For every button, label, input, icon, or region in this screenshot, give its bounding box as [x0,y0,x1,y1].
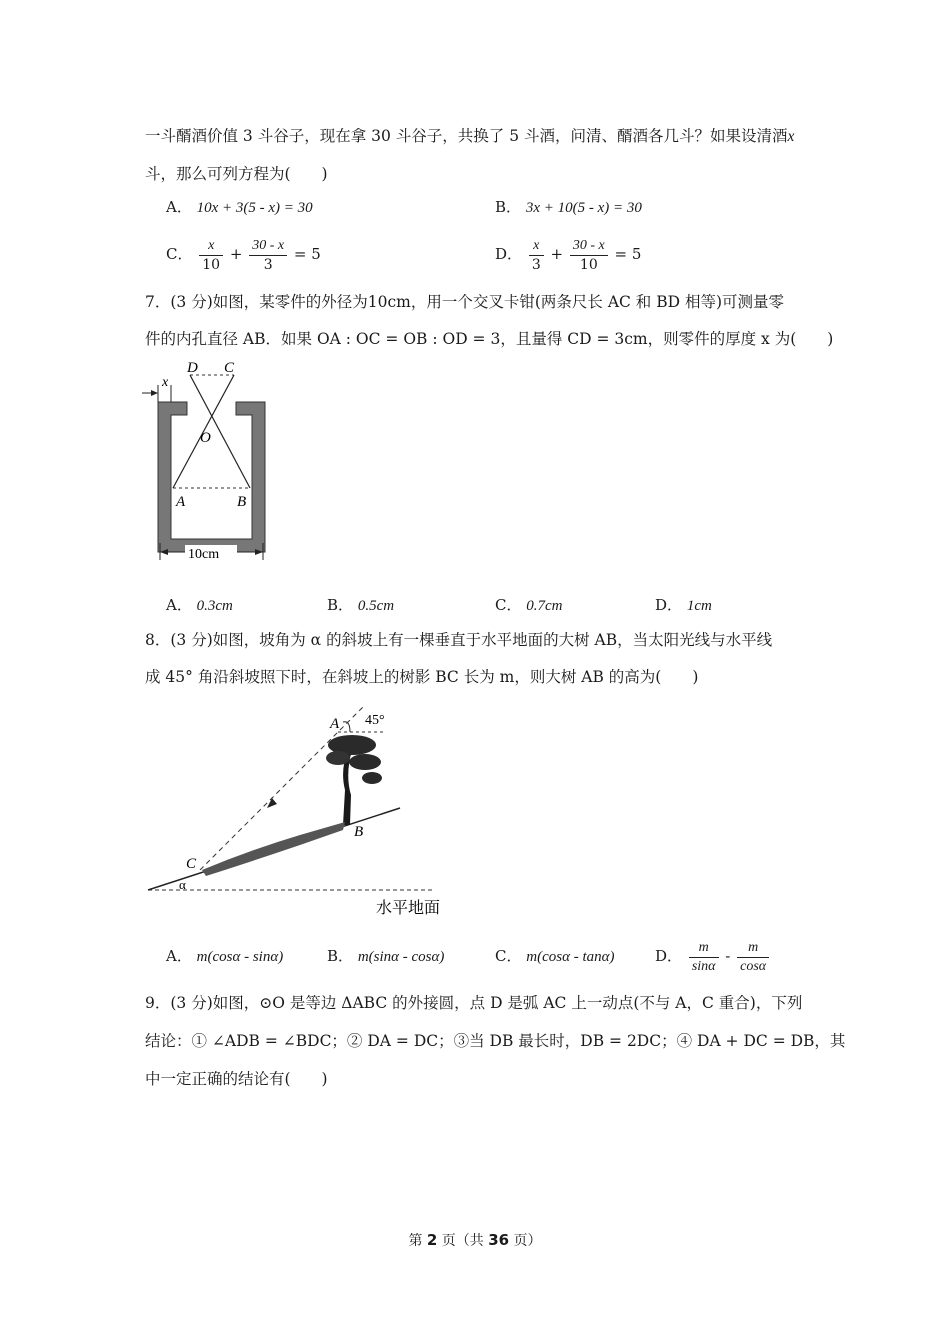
label-b: B [237,494,247,510]
q8-stem-line1: 8．(3 分)如图，坡角为 α 的斜坡上有一棵垂直于水平地面的大树 AB，当太阳光线与水平线 [145,631,773,649]
label-b: B [354,824,364,840]
q9-stem-line1: 9．(3 分)如图，⊙O 是等边 ΔABC 的外接圆，点 D 是弧 AC 上一动点(不与 A，C 重合)，下列 [145,994,803,1012]
q8-tree-slope-figure [140,700,460,920]
option-label: B． [495,198,522,216]
q6-option-d: D． $\frac{x}{3}$ + $\frac{30 - x}{10}$ = 5 [495,237,642,273]
page-number: 2 [426,1231,438,1249]
q7-option-b: B． 0.5cm [327,596,395,614]
q6-option-b [495,197,642,218]
q6-option-a [166,197,313,218]
option-text: 10x + 3(5 - x) = 30 [196,200,313,216]
part-wall [158,402,265,552]
tree-foliage [326,751,350,765]
q7-stem-line1: 7．(3 分)如图，某零件的外径为10cm，用一个交叉卡钳(两条尺长 AC 和 BD 相等)可测量零 [145,293,785,311]
option-text: 0.7cm [526,598,563,614]
label-width: 10cm [188,547,220,562]
q8-option-a: A． m(cosα - sinα) [166,947,284,965]
fraction: $\frac{30 - x}{10}$ [570,237,608,274]
q9-stem-line2: 结论：① ∠ADB = ∠BDC；② DA = DC；③当 DB 最长时，DB = 2DC；④ DA + DC = DB，其 [145,1032,846,1050]
label-angle: 45° [365,713,385,728]
q7-option-c: C． 0.7cm [495,596,563,614]
fraction: $\frac{x}{3}$ [529,237,544,274]
option-text: m(sinα - cosα) [357,949,445,965]
q6-stem-line1 [145,126,794,147]
option-label: C． [166,245,193,263]
label-a: A [330,716,340,732]
tree-foliage [349,754,381,770]
fraction: $\frac{30 - x}{3}$ [249,237,287,274]
label-c: C [186,856,197,872]
label-x: x [162,375,169,390]
q6-stem-line2: 斗，那么可列方程为( ) [145,165,328,183]
label-o: O [200,430,211,446]
fraction: $\frac{x}{10}$ [199,237,223,274]
q6-stem-text: 一斗醑酒价值 3 斗谷子，现在拿 30 斗谷子，共换了 5 斗酒，问清、醑酒各几斗？如果设清酒 [145,127,788,145]
label-d: D [187,360,198,376]
q7-option-a: A． 0.3cm [166,596,233,614]
x-arrow-head [151,390,158,396]
label-a: A [176,494,186,510]
q8-option-c: C． m(cosα - tanα) [495,947,615,965]
page-footer: 第 2 页（共 36 页） [408,1231,542,1249]
label-alpha: α [179,877,186,892]
option-text: 0.5cm [357,598,395,614]
option-text: 0.3cm [196,598,233,614]
label-c: C [224,360,235,376]
q6-variable: x [787,128,795,145]
page-total: 36 [488,1231,510,1249]
q7-caliper-figure [140,355,280,570]
option-label: A． [166,198,192,216]
fraction: $\frac{m}{\cos\alpha}$ [737,939,769,976]
option-text: 1cm [686,598,712,614]
fraction: $\frac{m}{\sin\alpha}$ [689,939,719,976]
q8-option-d: D． $\frac{m}{\sin\alpha}$ - $\frac{m}{\cos\alpha}$ [655,936,771,976]
option-text: m(cosα - sinα) [196,949,284,965]
q7-stem-line2: 件的内孔直径 AB．如果 OA : OC = OB : OD = 3，且量得 CD = 3cm，则零件的厚度 x 为( ) [145,330,834,348]
q7-option-d: D． 1cm [655,596,712,614]
arm-db [190,375,250,488]
option-text: m(cosα - tanα) [526,949,615,965]
tree-foliage [362,772,382,784]
q6-option-c: C． $\frac{x}{10}$ + $\frac{30 - x}{3}$ = 5 [166,237,321,273]
option-text: 3x + 10(5 - x) = 30 [525,200,642,216]
label-ground: 水平地面 [376,898,441,917]
ray-arrow [267,798,277,808]
q8-stem-line2: 成 45° 角沿斜坡照下时，在斜坡上的树影 BC 长为 m，则大树 AB 的高为( ) [145,668,699,686]
tree-shadow [202,822,345,876]
q9-stem-line3: 中一定正确的结论有( ) [145,1070,328,1088]
option-label: D． [495,245,523,263]
q8-option-b: B． m(sinα - cosα) [327,947,445,965]
